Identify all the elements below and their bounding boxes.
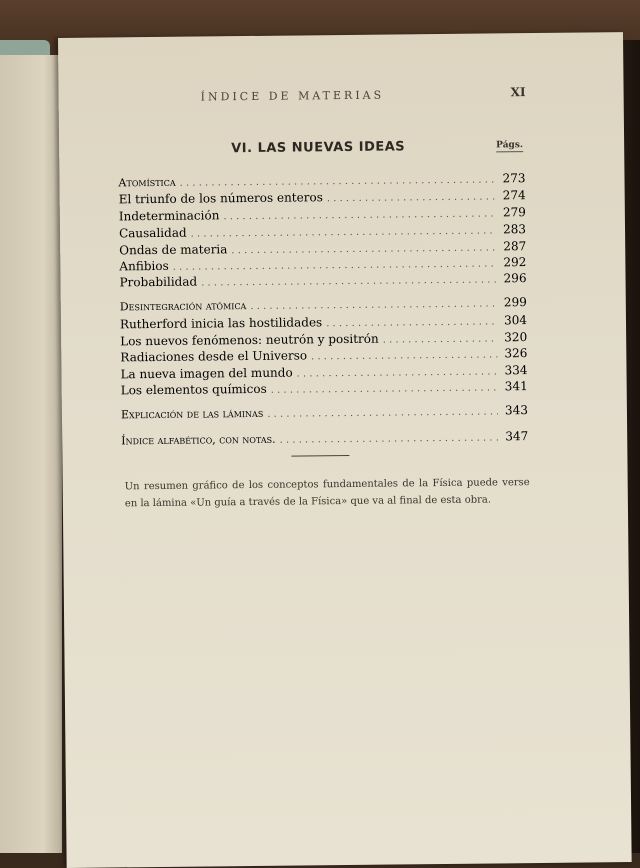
- dot-leader: [271, 381, 498, 397]
- dot-leader: [267, 405, 498, 421]
- toc-entry-label: Los elementos químicos: [120, 381, 267, 398]
- toc-entry-label: Probabilidad: [119, 274, 198, 290]
- separator-rule: [291, 455, 349, 457]
- dot-leader: [311, 348, 497, 364]
- dot-leader: [223, 207, 496, 224]
- toc-entry-label: Anfibios: [119, 258, 169, 274]
- dot-leader: [327, 190, 496, 206]
- toc-entry-page: 274: [502, 188, 526, 203]
- toc-entry: [119, 271, 526, 291]
- toc-entry-page: 326: [504, 346, 528, 361]
- toc-entry-page: 299: [503, 295, 527, 310]
- toc-entry-page: 283: [503, 222, 527, 237]
- toc-entry-label: Rutherford inicia las hostilidades: [119, 315, 323, 332]
- toc-entry-page: 304: [504, 313, 528, 328]
- left-page-edge: [0, 55, 62, 853]
- toc-entry-label: Causalidad: [118, 225, 187, 241]
- running-title: ÍNDICE DE MATERIAS: [200, 88, 385, 104]
- toc-entry-label: Indeterminación: [118, 208, 220, 224]
- toc-entry: [121, 403, 528, 423]
- toc-entry-page: 347: [505, 429, 529, 444]
- toc-entry-label: Explicación de las láminas: [120, 406, 264, 422]
- dot-leader: [280, 431, 499, 447]
- toc-entry: [121, 379, 528, 399]
- toc-entry-label: Ondas de materia: [119, 242, 228, 258]
- toc-entry-page: 296: [503, 271, 527, 286]
- toc-entry-label: Radiaciones desde el Universo: [120, 348, 308, 365]
- toc-entry-label: Índice alfabético, con notas.: [121, 432, 276, 448]
- toc-entry-page: 292: [503, 255, 527, 270]
- dot-leader: [383, 332, 498, 347]
- book-page: [58, 32, 632, 868]
- toc-entry-page: 334: [504, 363, 528, 378]
- page-number: XI: [510, 85, 526, 100]
- toc-entry-page: 320: [504, 330, 528, 345]
- dot-leader: [201, 273, 497, 290]
- toc-entry-page: 273: [502, 171, 526, 186]
- toc-entry-label: Los nuevos fenómenos: neutrón y positrón: [120, 331, 379, 349]
- pages-label: Págs.: [496, 140, 524, 151]
- toc-entry-label: El triunfo de los números enteros: [118, 190, 323, 207]
- footnote: Un resumen gráfico de los conceptos fundamentales de la Física puede verse en la lámina «Un guía a través de la Física» que va al final de esta obra.: [124, 477, 530, 510]
- toc-entry-page: 343: [504, 403, 528, 418]
- toc-entry-page: 287: [503, 239, 527, 254]
- toc-entry-page: 279: [502, 205, 526, 220]
- dot-leader: [250, 297, 497, 314]
- dot-leader: [326, 315, 497, 331]
- toc-entry-page: 341: [504, 379, 528, 394]
- toc-entry: [120, 295, 527, 315]
- toc-entry-label: Atomística: [118, 175, 176, 190]
- toc-entry-label: Desintegración atómica: [119, 299, 247, 314]
- chapter-title: VI. LAS NUEVAS IDEAS: [231, 139, 406, 157]
- toc-entry: [121, 429, 528, 449]
- toc-entry-label: La nueva imagen del mundo: [120, 365, 293, 382]
